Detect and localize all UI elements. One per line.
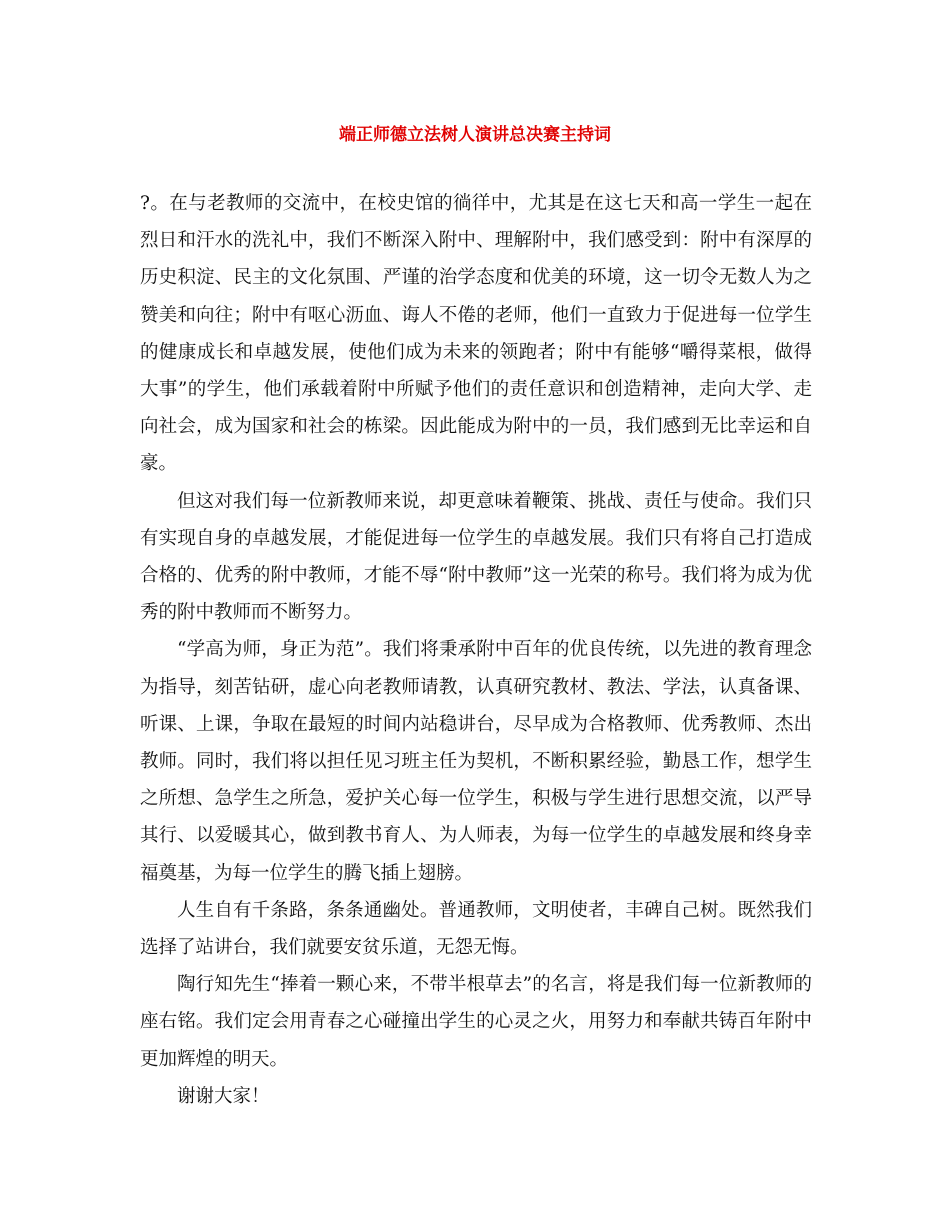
document-title: 端正师德立法树人演讲总决赛主持词 xyxy=(339,125,611,145)
paragraph-3: “学高为师，身正为范”。我们将秉承附中百年的优良传统，以先进的教育理念为指导，刻苦钻研，虚心向老教师请教，认真研究教材、教法、学法，认真备课、听课、上课，争取在最短的时间内站稳讲台，尽早成为合格教师、优秀教师、杰出教师。同时，我们将以担任见习班主任为契机，不断积累经验，勤恳工作，想学生之所想、急学生之所急，爱护关心每一位学生，积极与学生进行思想交流，以严导其行、以爱暖其心，做到教书育人、为人师表，为每一位学生的卓越发展和终身幸福奠基，为每一位学生的腾飞插上翅膀。 xyxy=(140,639,812,884)
paragraph-4: 人生自有千条路，条条通幽处。普通教师，文明使者，丰碑自己树。既然我们选择了站讲台，我们就要安贫乐道，无怨无悔。 xyxy=(140,899,812,959)
closing-thanks: 谢谢大家！ xyxy=(177,1085,270,1107)
document-body xyxy=(140,185,812,1115)
paragraph-2: 但这对我们每一位新教师来说，却更意味着鞭策、挑战、责任与使命。我们只有实现自身的卓越发展，才能促进每一位学生的卓越发展。我们只有将自己打造成合格的、优秀的附中教师，才能不辱“附中教师”这一光荣的称号。我们将为成为优秀的附中教师而不断努力。 xyxy=(140,490,812,624)
paragraph-5: 陶行知先生“捧着一颗心来，不带半根草去”的名言，将是我们每一位新教师的座右铭。我们定会用青春之心碰撞出学生的心灵之火，用努力和奉献共铸百年附中更加辉煌的明天。 xyxy=(140,974,812,1070)
paragraph-1: ?。在与老教师的交流中，在校史馆的徜徉中，尤其是在这七天和高一学生一起在烈日和汗水的洗礼中，我们不断深入附中、理解附中，我们感受到：附中有深厚的历史积淀、民主的文化氛围、严谨的治学态度和优美的环境，这一切令无数人为之赞美和向往；附中有呕心沥血、诲人不倦的老师，他们一直致力于促进每一位学生的健康成长和卓越发展，使他们成为未来的领跑者；附中有能够“嚼得菜根，做得大事”的学生，他们承载着附中所赋予他们的责任意识和创造精神，走向大学、走向社会，成为国家和社会的栋梁。因此能成为附中的一员，我们感到无比幸运和自豪。 xyxy=(140,193,812,475)
